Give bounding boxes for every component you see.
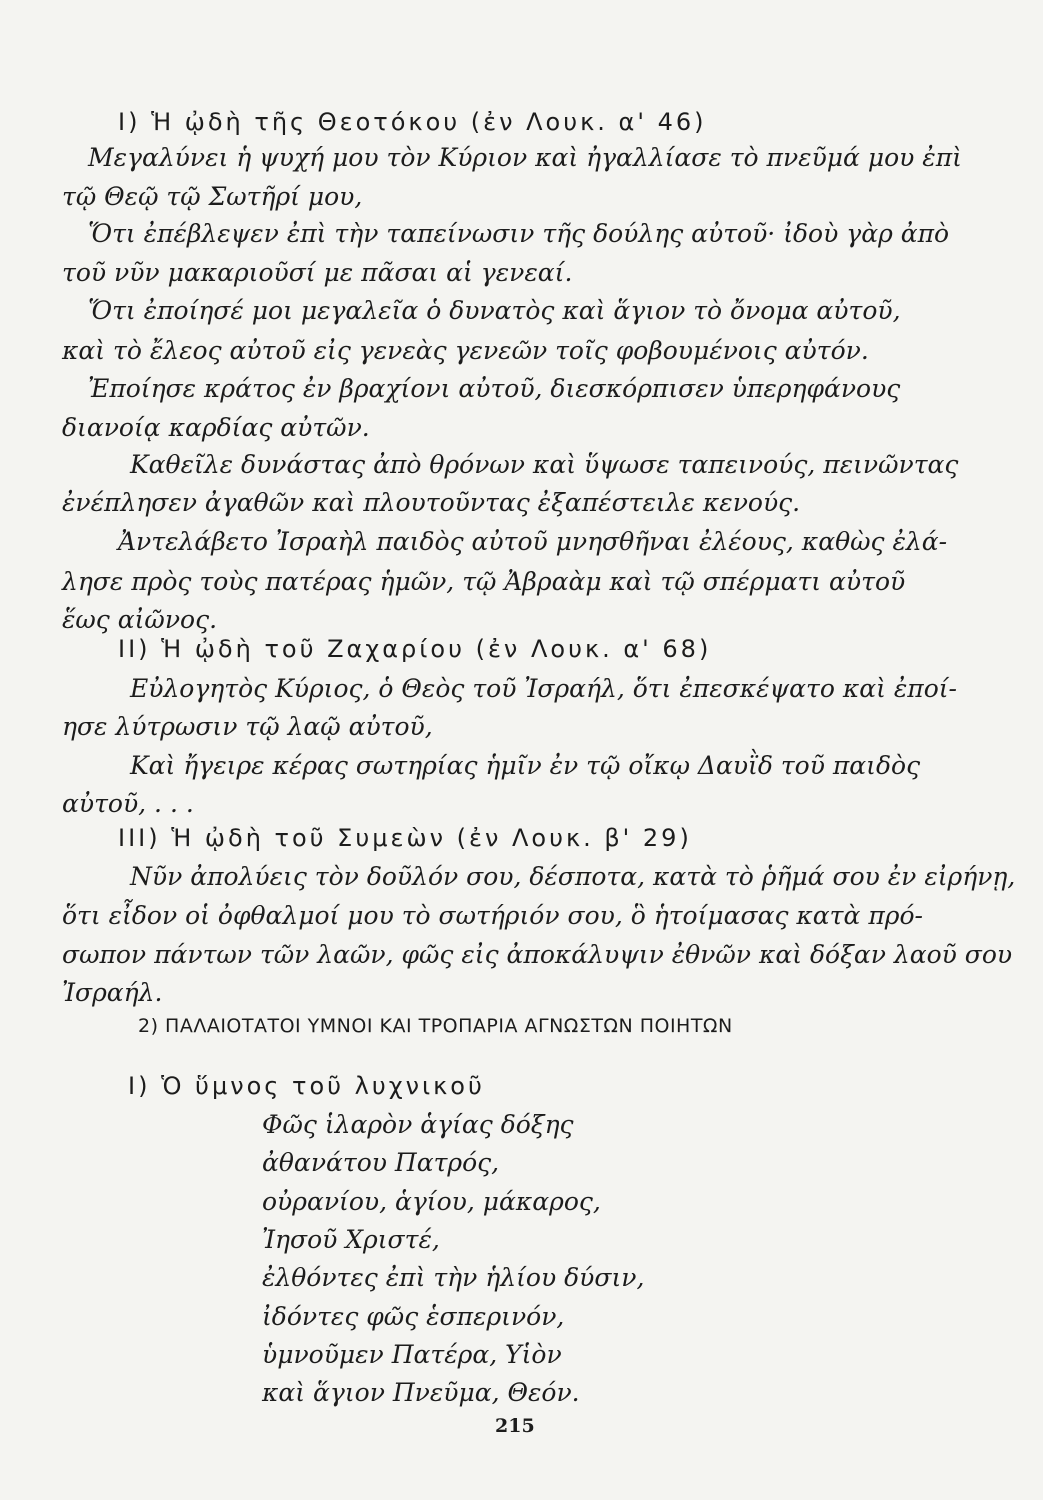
- text-line: ὅτι εἶδον οἱ ὀφθαλμοί μου τὸ σωτήριόν σου, ὃ ἡτοίμασας κατὰ πρό-: [62, 901, 923, 930]
- section-heading-1: I) Ἡ ᾠδὴ τῆς Θεοτόκου (ἐν Λουκ. α' 46): [118, 108, 707, 136]
- text-line: Ἀντελάβετο Ἰσραὴλ παιδὸς αὐτοῦ μνησθῆναι ἐλέους, καθὼς ἐλά-: [118, 527, 948, 556]
- page-number: 215: [495, 1415, 535, 1437]
- text-line: Εὐλογητὸς Κύριος, ὁ Θεὸς τοῦ Ἰσραήλ, ὅτι ἐπεσκέψατο καὶ ἐποί-: [130, 674, 957, 703]
- hymn-line: Φῶς ἱλαρὸν ἁγίας δόξης: [262, 1110, 574, 1139]
- text-line: διανοίᾳ καρδίας αὐτῶν.: [62, 413, 370, 442]
- hymn-line: ἰδόντες φῶς ἑσπερινόν,: [262, 1302, 565, 1331]
- hymn-line: Ἰησοῦ Χριστέ,: [262, 1225, 440, 1254]
- hymn-line: ἀθανάτου Πατρός,: [262, 1148, 500, 1177]
- hymn-heading: I) Ὁ ὕμνος τοῦ λυχνικοῦ: [128, 1072, 485, 1100]
- text-line: λησε πρὸς τοὺς πατέρας ἡμῶν, τῷ Ἀβραὰμ καὶ τῷ σπέρματι αὐτοῦ: [62, 567, 906, 596]
- text-line: καὶ τὸ ἔλεος αὐτοῦ εἰς γενεὰς γενεῶν τοῖς φοβουμένοις αὐτόν.: [62, 336, 869, 365]
- hymn-line: ἐλθόντες ἐπὶ τὴν ἡλίου δύσιν,: [262, 1263, 645, 1292]
- text-line: Καὶ ἤγειρε κέρας σωτηρίας ἡμῖν ἐν τῷ οἴκῳ Δαυῒδ τοῦ παιδὸς: [130, 751, 921, 780]
- text-line: Μεγαλύνει ἡ ψυχή μου τὸν Κύριον καὶ ἠγαλλίασε τὸ πνεῦμά μου ἐπὶ: [88, 143, 962, 172]
- section-heading-2: II) Ἡ ᾠδὴ τοῦ Ζαχαρίου (ἐν Λουκ. α' 68): [118, 635, 712, 663]
- section-heading-3: III) Ἡ ᾠδὴ τοῦ Συμεὼν (ἐν Λουκ. β' 29): [118, 824, 692, 852]
- text-line: σωπον πάντων τῶν λαῶν, φῶς εἰς ἀποκάλυψιν ἐθνῶν καὶ δόξαν λαοῦ σου: [62, 940, 1013, 969]
- text-line: ἐνέπλησεν ἀγαθῶν καὶ πλουτοῦντας ἐξαπέστειλε κενούς.: [62, 488, 801, 517]
- text-line: Καθεῖλε δυνάστας ἀπὸ θρόνων καὶ ὕψωσε ταπεινούς, πεινῶντας: [130, 450, 959, 479]
- part-heading: 2) ΠΑΛΑΙΟΤΑΤΟΙ ΥΜΝΟΙ ΚΑΙ ΤΡΟΠΑΡΙΑ ΑΓΝΩΣΤΩΝ ΠΟΙΗΤΩΝ: [138, 1015, 733, 1037]
- hymn-line: ὑμνοῦμεν Πατέρα, Υἱὸν: [262, 1340, 562, 1369]
- text-line: ἕως αἰῶνος.: [62, 605, 218, 634]
- text-line: Νῦν ἀπολύεις τὸν δοῦλόν σου, δέσποτα, κατὰ τὸ ῥῆμά σου ἐν εἰρήνῃ,: [130, 862, 1016, 891]
- text-line: Ἰσραήλ.: [62, 978, 163, 1007]
- text-line: τοῦ νῦν μακαριοῦσί με πᾶσαι αἱ γενεαί.: [62, 258, 573, 287]
- text-line: Ὅτι ἐποίησέ μοι μεγαλεῖα ὁ δυνατὸς καὶ ἅγιον τὸ ὄνομα αὐτοῦ,: [88, 296, 901, 325]
- text-line: Ὅτι ἐπέβλεψεν ἐπὶ τὴν ταπείνωσιν τῆς δούλης αὐτοῦ· ἰδοὺ γὰρ ἀπὸ: [88, 219, 950, 248]
- hymn-line: καὶ ἅγιον Πνεῦμα, Θεόν.: [262, 1378, 580, 1407]
- hymn-line: οὐρανίου, ἁγίου, μάκαρος,: [262, 1187, 601, 1216]
- text-line: αὐτοῦ, . . .: [62, 789, 194, 818]
- text-line: ησε λύτρωσιν τῷ λαῷ αὐτοῦ,: [62, 712, 433, 741]
- text-line: Ἐποίησε κράτος ἐν βραχίονι αὐτοῦ, διεσκόρπισεν ὑπερηφάνους: [88, 374, 901, 403]
- text-line: τῷ Θεῷ τῷ Σωτῆρί μου,: [62, 182, 363, 211]
